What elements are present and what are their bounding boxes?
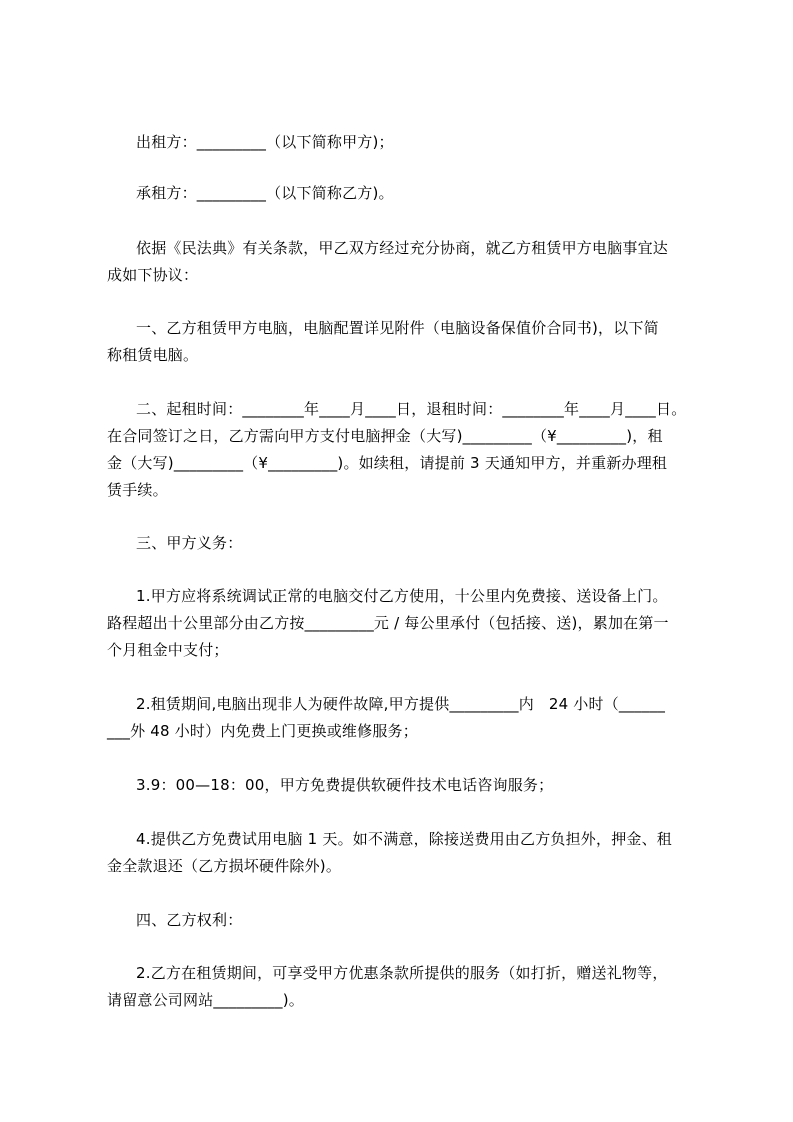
item-4-2-line-1: 2.乙方在租赁期间，可享受甲方优惠条款所提供的服务（如打折，赠送礼物等，	[136, 964, 668, 982]
clause-2-line-1: 二、起租时间：________年____月____日，退租时间：________年____月____日。	[136, 400, 687, 418]
preamble-line-2: 成如下协议：	[107, 266, 199, 284]
item-3-2-line-2: ___外 48 小时）内免费上门更换或维修服务；	[107, 722, 418, 740]
section-4-heading: 四、乙方权利：	[136, 911, 243, 929]
item-3-1-line-2: 路程超出十公里部分由乙方按_________元 / 每公里承付（包括接、送)，累加在第一	[107, 614, 669, 632]
clause-2-line-2: 在合同签订之日，乙方需向甲方支付电脑押金（大写)_________（¥_________)，租	[107, 427, 663, 445]
item-4-2-line-2: 请留意公司网站_________)。	[107, 991, 304, 1009]
item-3-3-line: 3.9：00—18：00，甲方免费提供软硬件技术电话咨询服务；	[136, 776, 554, 794]
preamble-line-1: 依据《民法典》有关条款，甲乙双方经过充分协商，就乙方租赁甲方电脑事宜达	[136, 239, 669, 257]
clause-1-line-2: 称租赁电脑。	[107, 346, 199, 364]
item-3-4-line-1: 4.提供乙方免费试用电脑 1 天。如不满意，除接送费用由乙方负担外，押金、租	[136, 830, 672, 848]
item-3-1-line-3: 个月租金中支付；	[107, 641, 229, 659]
lessor-line: 出租方：_________（以下简称甲方)；	[136, 133, 394, 151]
lessee-line: 承租方：_________（以下简称乙方)。	[136, 184, 394, 202]
clause-2-line-3: 金（大写)_________（¥_________)。如续租，请提前 3 天通知甲方，并重新办理租	[107, 454, 668, 472]
clause-2-line-4: 赁手续。	[107, 481, 168, 499]
section-3-heading: 三、甲方义务：	[136, 534, 243, 552]
item-3-2-line-1: 2.租赁期间,电脑出现非人为硬件故障,甲方提供_________内 24 小时（______	[136, 695, 666, 713]
clause-1-line-1: 一、乙方租赁甲方电脑，电脑配置详见附件（电脑设备保值价合同书)，以下简	[136, 319, 659, 337]
item-3-1-line-1: 1.甲方应将系统调试正常的电脑交付乙方使用，十公里内免费接、送设备上门。	[136, 587, 668, 605]
item-3-4-line-2: 金全款退还（乙方损坏硬件除外)。	[107, 857, 342, 875]
